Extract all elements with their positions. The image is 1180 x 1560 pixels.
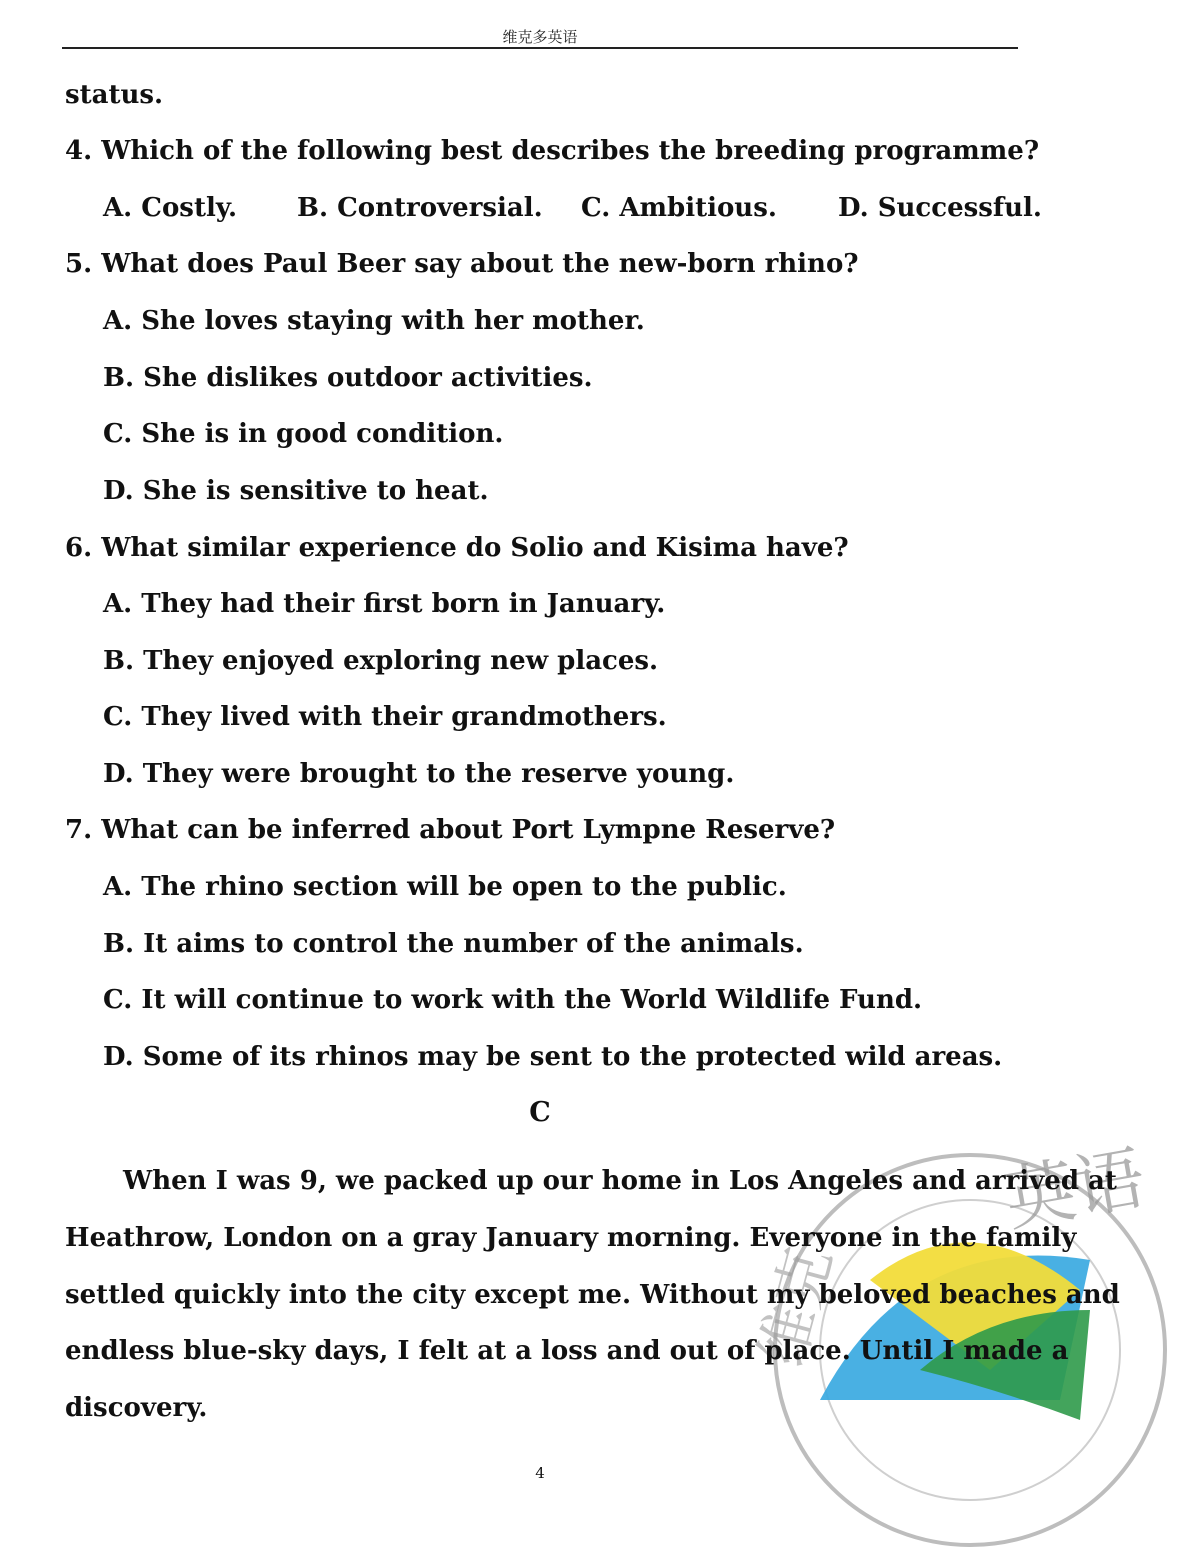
svg-text:维克: 维克	[746, 1239, 846, 1374]
q4-option-b: B. Controversial.	[297, 193, 543, 223]
q4-option-a: A. Costly.	[103, 193, 238, 223]
q5-option-c: C. She is in good condition.	[103, 419, 504, 449]
q7-option-c: C. It will continue to work with the World Wildlife Fund.	[103, 985, 923, 1015]
header-divider	[62, 47, 1018, 49]
q6-option-d: D. They were brought to the reserve young.	[103, 759, 735, 789]
q7-option-a: A. The rhino section will be open to the public.	[103, 872, 787, 902]
passage-line-1: When I was 9, we packed up our home in Los Angeles and arrived at	[123, 1166, 1117, 1196]
q7-option-b: B. It aims to control the number of the animals.	[103, 929, 804, 959]
q6-option-b: B. They enjoyed exploring new places.	[103, 646, 659, 676]
q6-option-a: A. They had their first born in January.	[103, 589, 666, 619]
page-header-title: 维克多英语	[502, 28, 578, 46]
svg-text:英语: 英语	[998, 1136, 1151, 1242]
passage-line-2: Heathrow, London on a gray January morning. Everyone in the family	[65, 1223, 1077, 1253]
q5-option-d: D. She is sensitive to heat.	[103, 476, 489, 506]
question-4-options	[103, 191, 1042, 225]
question-6: 6. What similar experience do Solio and Kisima have?	[65, 533, 849, 563]
passage-line-4: endless blue-sky days, I felt at a loss and out of place. Until I made a	[65, 1336, 1069, 1366]
q5-option-a: A. She loves staying with her mother.	[103, 306, 645, 336]
q5-option-b: B. She dislikes outdoor activities.	[103, 363, 593, 393]
question-7: 7. What can be inferred about Port Lympne Reserve?	[65, 815, 836, 845]
q7-option-d: D. Some of its rhinos may be sent to the protected wild areas.	[103, 1042, 1003, 1072]
passage-line-5: discovery.	[65, 1393, 208, 1423]
passage-line-3: settled quickly into the city except me. Without my beloved beaches and	[65, 1280, 1120, 1310]
q6-option-c: C. They lived with their grandmothers.	[103, 702, 667, 732]
section-heading: C	[529, 1097, 551, 1128]
question-4: 4. Which of the following best describes the breeding programme?	[65, 136, 1040, 166]
q4-option-c: C. Ambitious.	[581, 193, 777, 223]
q4-option-d: D. Successful.	[838, 193, 1042, 223]
continuation-text: status.	[65, 80, 164, 110]
page-number: 4	[535, 1464, 545, 1482]
question-5: 5. What does Paul Beer say about the new-born rhino?	[65, 249, 859, 279]
